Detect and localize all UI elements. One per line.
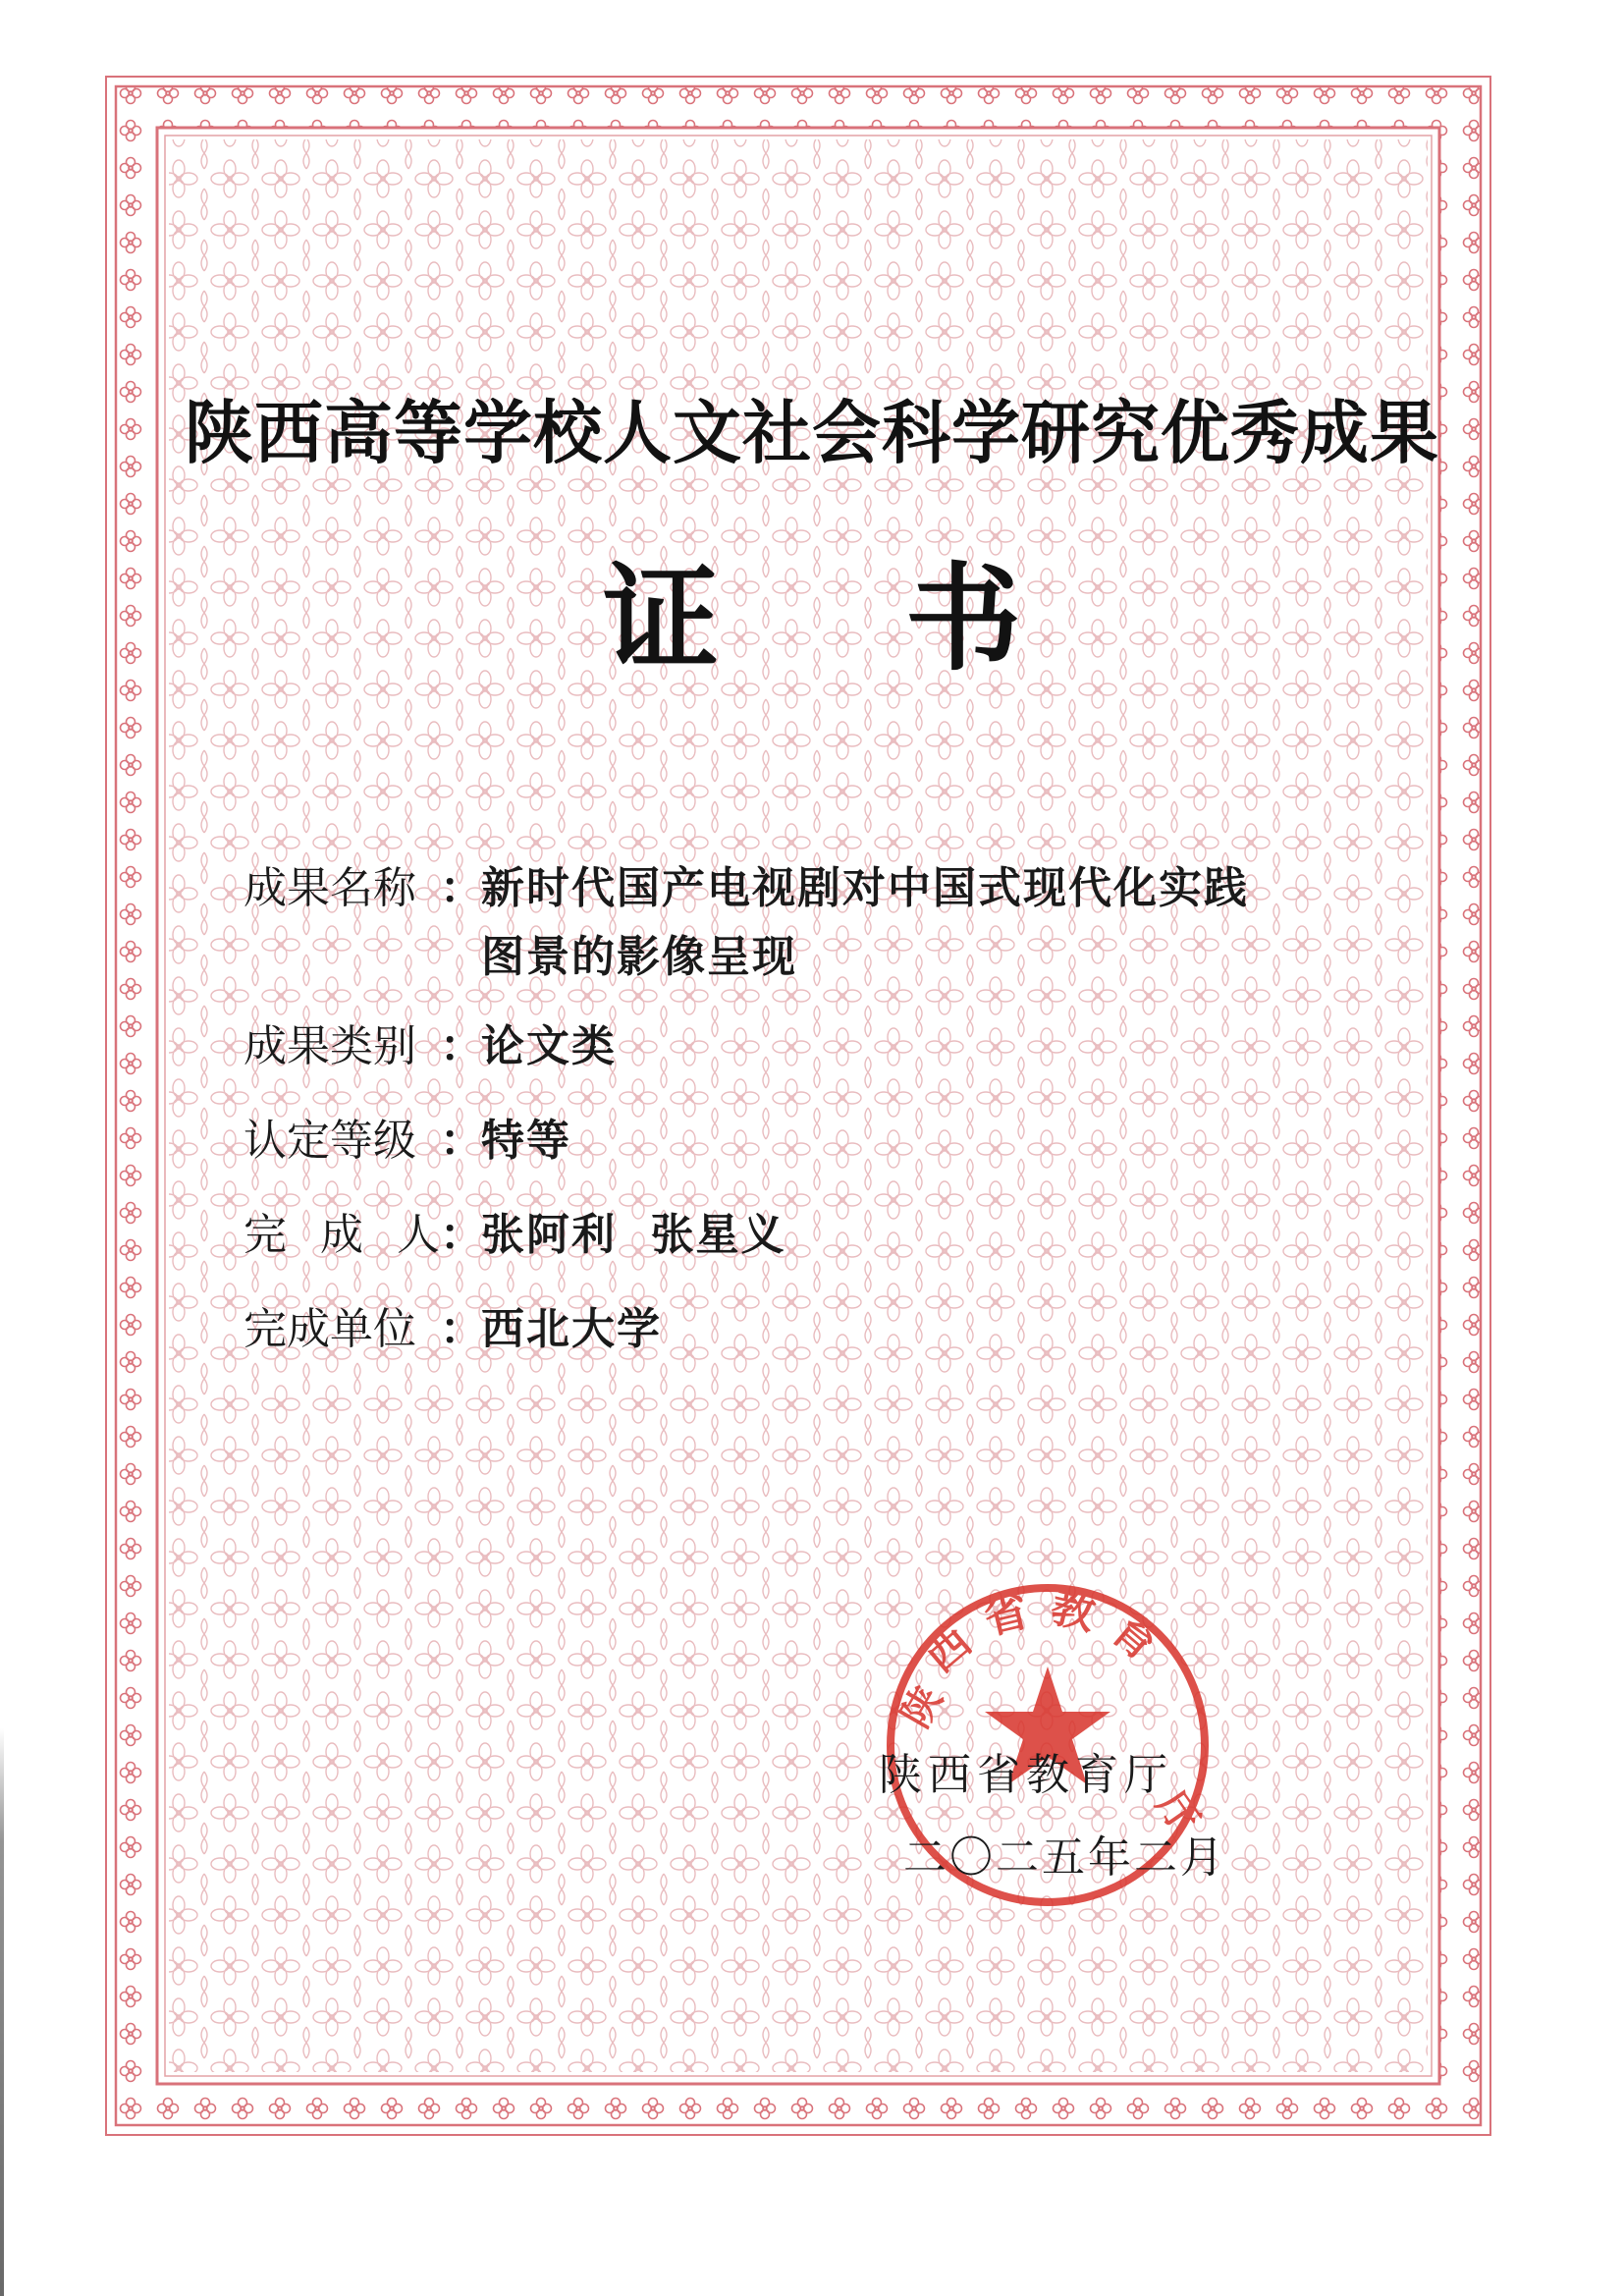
issuer-name: 陕西省教育厅 [879,1750,1173,1800]
field-award-level [244,1107,1365,1175]
seal-text-left: 陕 [893,1678,952,1736]
field-value-line: 论文类 [481,1021,617,1071]
field-label: 完成单位 [244,1304,416,1354]
field-label-char: 人 [397,1210,440,1260]
field-colon: ： [440,1116,483,1166]
field-colon: ： [440,863,483,913]
field-value [481,1012,1365,1081]
field-colon: ： [440,1021,483,1071]
field-value-line: 张阿利 张星义 [481,1210,786,1260]
field-value [481,1107,1365,1175]
field-label: 认定等级 [244,1116,416,1166]
subtitle-char-1: 证 [602,550,719,686]
field-label: 成果类别 [244,1021,416,1071]
field-achievement-name [244,854,1365,992]
field-value [481,1295,1365,1364]
certificate-title: 陕西高等学校人文社会科学研究优秀成果 [185,392,1439,473]
field-institution [244,1295,1365,1364]
certificate-subtitle [157,550,1467,686]
field-colon: ： [440,1210,483,1260]
issue-date: 二〇二五年二月 [903,1832,1226,1883]
field-authors [244,1201,1365,1270]
field-value-line: 新时代国产电视剧对中国式现代化实践 [481,863,1249,913]
field-label [244,1201,440,1270]
field-achievement-category [244,1012,1365,1081]
field-value [481,854,1365,992]
field-value [481,1201,1365,1270]
field-value-line: 图景的影像呈现 [481,932,797,982]
field-colon: ： [440,1304,483,1354]
subtitle-char-2: 书 [905,550,1022,686]
field-label: 成果名称 [244,863,416,913]
field-value-line: 特等 [481,1116,571,1166]
field-label-char: 成 [320,1210,363,1260]
field-label-char: 完 [244,1210,287,1260]
seal-text-top: 西省教育 [915,1581,1181,1683]
scan-edge-shadow [0,1728,4,2296]
seal-text-right: 厅 [1147,1783,1208,1842]
field-value-line: 西北大学 [481,1304,662,1354]
